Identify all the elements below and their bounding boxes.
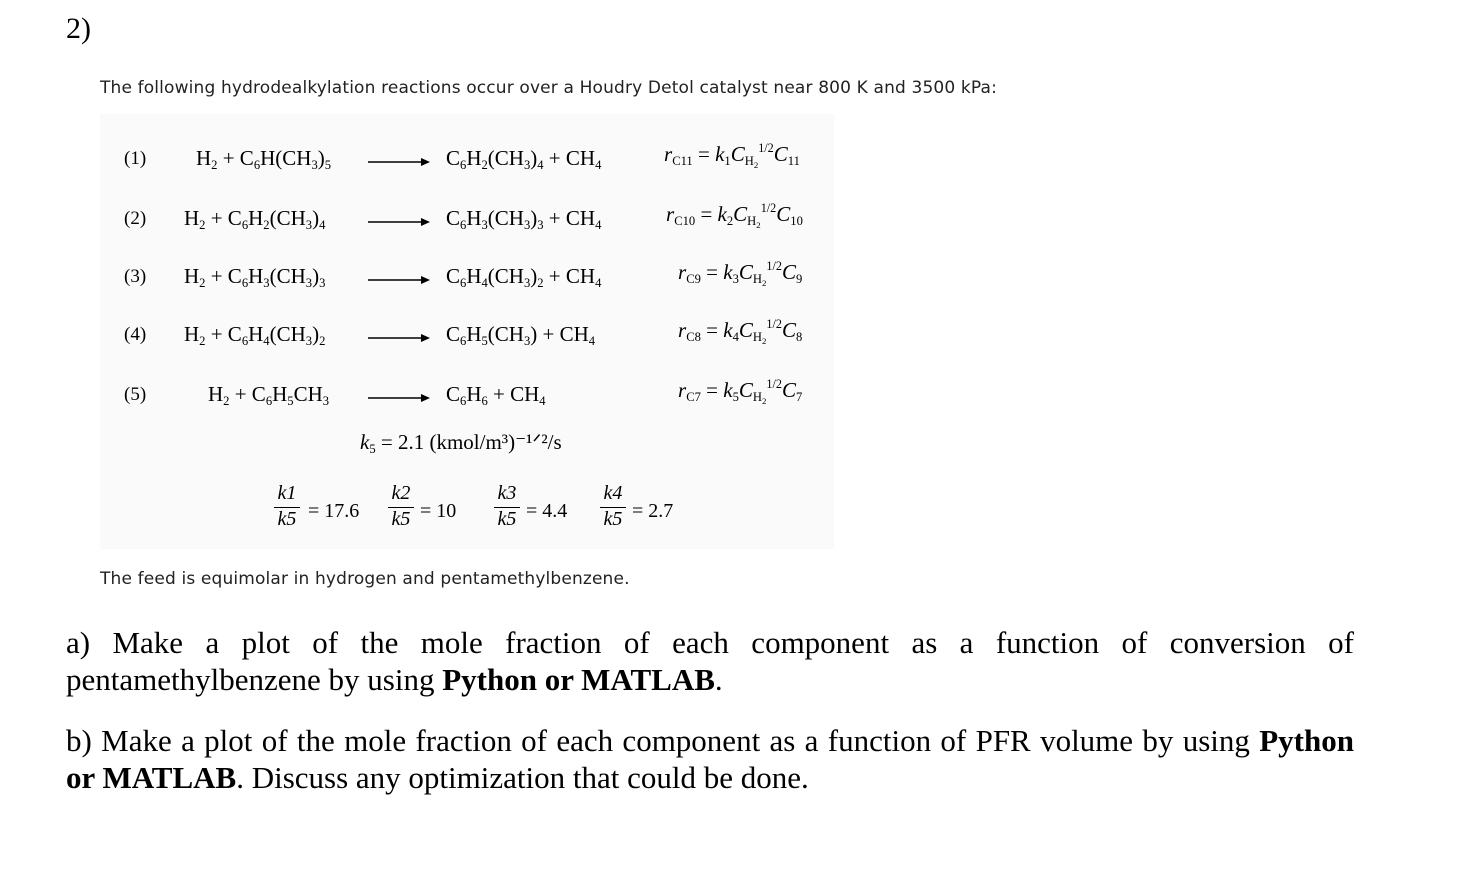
reaction-number: (4)	[124, 324, 147, 345]
part-b-end: . Discuss any optimization that could be done.	[236, 760, 809, 795]
ratio-numerator: k1	[277, 482, 297, 504]
reaction-row-4	[100, 316, 834, 356]
question-part-a	[66, 624, 1354, 698]
ratio-numerator: k4	[603, 482, 623, 504]
reaction-number: (5)	[124, 384, 147, 405]
k5-units: (kmol/m³)⁻¹ᐟ²/s	[429, 430, 562, 454]
reaction-number: (3)	[124, 266, 147, 287]
reaction-reactants: $H_2 + C_6H_2(CH_3)_4$	[184, 206, 326, 233]
reaction-arrow-icon	[368, 217, 430, 227]
reaction-reactants: $H_2 + C_6H_4(CH_3)_2$	[184, 322, 326, 349]
ratio-denominator: k5	[497, 508, 517, 530]
reaction-arrow-icon	[368, 393, 430, 403]
reaction-row-1	[100, 140, 834, 180]
reaction-row-3	[100, 258, 834, 298]
ratio-numerator: k3	[497, 482, 517, 504]
k5-value-line: $k_5 = 2.1$ (kmol/m³)⁻¹ᐟ²/s	[360, 430, 562, 457]
ratio-value-4: = 2.7	[632, 500, 674, 522]
part-a-text: a) Make a plot of the mole fraction of each component as a function of conversion of pentamethylbenzene by using	[66, 625, 1354, 697]
ratio-fraction-3	[492, 482, 522, 530]
ratio-denominator: k5	[391, 508, 411, 530]
reaction-products: $C_6H_4(CH_3)_2 + CH_4$	[446, 264, 602, 291]
part-b-text: b) Make a plot of the mole fraction of each component as a function of PFR volume by using	[66, 723, 1260, 758]
rate-law: $r_{C8} = k_4C_{H2}^{1/2}C_8$	[678, 316, 803, 346]
reaction-arrow-icon	[368, 157, 430, 167]
reaction-products: $C_6H_6 + CH_4$	[446, 382, 546, 409]
reaction-arrow-icon	[368, 275, 430, 285]
reaction-row-2	[100, 200, 834, 240]
reaction-number: (2)	[124, 208, 147, 229]
rate-law: $r_{C9} = k_3C_{H2}^{1/2}C_9$	[678, 258, 803, 288]
reaction-reactants: $H_2 + C_6H_3(CH_3)_3$	[184, 264, 326, 291]
ratio-value-3: = 4.4	[526, 500, 568, 522]
reaction-row-5	[100, 376, 834, 416]
ratio-fraction-2	[386, 482, 416, 530]
rate-law: $r_{C10} = k_2C_{H2}^{1/2}C_{10}$	[666, 200, 803, 230]
intro-text: The following hydrodealkylation reactions occur over a Houdry Detol catalyst near 800 K and 3500 kPa:	[100, 78, 997, 98]
question-number: 2)	[66, 12, 91, 45]
ratio-denominator: k5	[277, 508, 297, 530]
k5-value: 2.1	[397, 430, 425, 454]
ratio-value-1: = 17.6	[308, 500, 360, 522]
reaction-products: $C_6H_2(CH_3)_4 + CH_4$	[446, 146, 602, 173]
part-a-bold: Python or MATLAB	[442, 662, 715, 697]
reaction-reactants: $H_2 + C_6H(CH_3)_5$	[196, 146, 332, 173]
ratio-fraction-1	[272, 482, 302, 530]
part-a-end: .	[714, 662, 723, 697]
reaction-products: $C_6H_3(CH_3)_3 + CH_4$	[446, 206, 602, 233]
reaction-products: $C_6H_5(CH_3) + CH_4$	[446, 322, 596, 349]
part-b-bold: Python or MATLAB	[66, 723, 1354, 795]
ratio-fraction-4	[598, 482, 628, 530]
feed-text: The feed is equimolar in hydrogen and pentamethylbenzene.	[100, 569, 630, 589]
reaction-figure	[100, 114, 834, 549]
rate-law: $r_{C11} = k_1C_{H2}^{1/2}C_{11}$	[664, 140, 800, 170]
question-part-b	[66, 722, 1354, 796]
ratio-numerator: k2	[391, 482, 411, 504]
ratio-denominator: k5	[603, 508, 623, 530]
reaction-arrow-icon	[368, 333, 430, 343]
rate-law: $r_{C7} = k_5C_{H2}^{1/2}C_7$	[678, 376, 803, 406]
reaction-reactants: $H_2 + C_6H_5CH_3$	[208, 382, 330, 409]
reaction-number: (1)	[124, 148, 147, 169]
ratio-value-2: = 10	[420, 500, 457, 522]
rate-constant-ratios	[270, 482, 710, 546]
